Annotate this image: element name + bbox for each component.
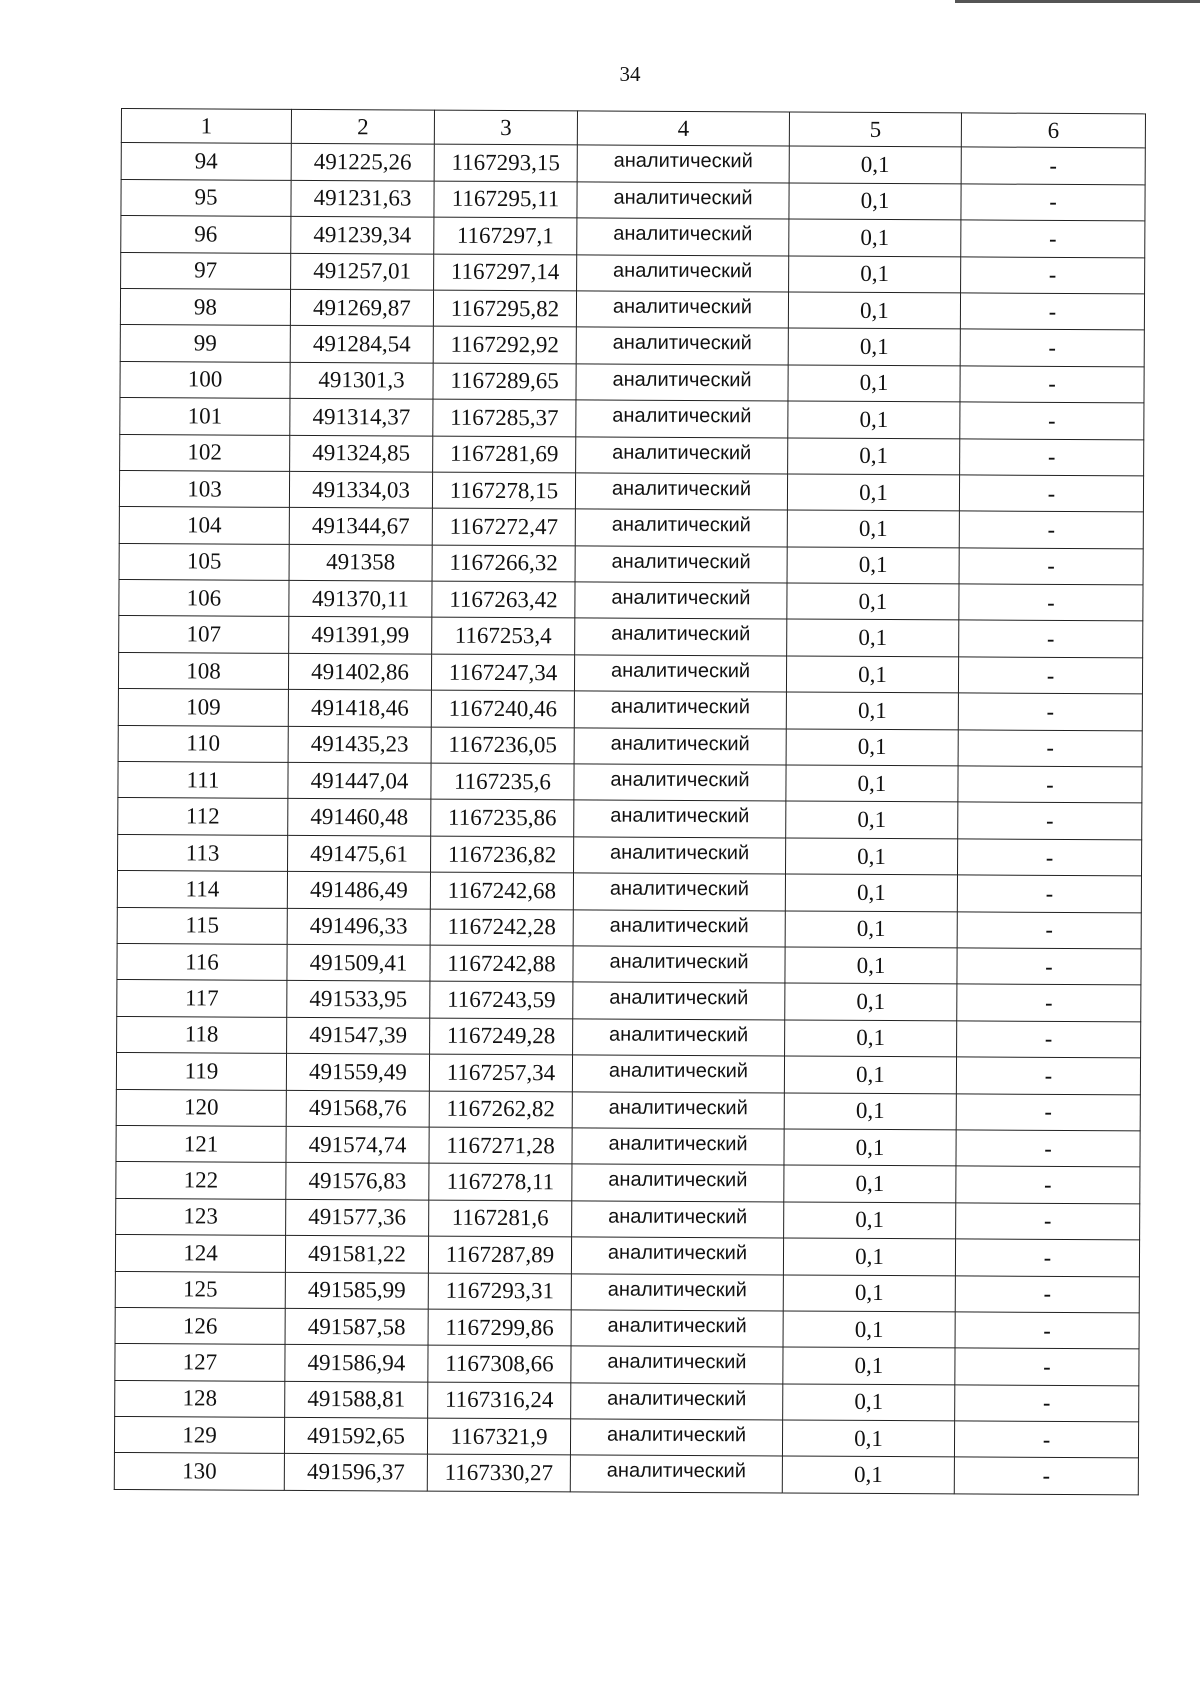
y-coordinate-cell: 1167242,88 [430,945,573,982]
point-number-cell: 105 [119,543,289,580]
table-row [115,1307,1139,1349]
table-row [118,652,1142,694]
y-coordinate-cell: 1167297,14 [434,254,577,291]
note-cell: - [958,693,1142,730]
point-number-cell: 102 [120,434,290,471]
x-coordinate-cell: 491586,94 [285,1345,428,1382]
table-row [118,834,1142,876]
x-coordinate-cell: 491581,22 [285,1235,428,1272]
table-row [119,580,1143,622]
y-coordinate-cell: 1167236,82 [431,836,574,873]
y-coordinate-cell: 1167316,24 [428,1382,571,1419]
method-cell: аналитический [576,327,788,365]
y-coordinate-cell: 1167243,59 [430,982,573,1019]
note-cell: - [959,620,1143,657]
point-number-cell: 118 [117,1016,287,1053]
point-number-cell: 116 [117,943,287,980]
accuracy-cell: 0,1 [785,1020,957,1057]
method-cell: аналитический [571,1273,783,1311]
method-cell: аналитический [572,1128,784,1166]
table-row [119,507,1143,549]
accuracy-cell: 0,1 [783,1347,955,1384]
accuracy-cell: 0,1 [786,801,958,838]
table-row [114,1417,1138,1459]
accuracy-cell: 0,1 [784,1129,956,1166]
x-coordinate-cell: 491435,23 [288,726,431,763]
note-cell: - [960,402,1144,439]
y-coordinate-cell: 1167249,28 [430,1018,573,1055]
y-coordinate-cell: 1167297,1 [434,217,577,254]
note-cell: - [956,1166,1140,1203]
x-coordinate-cell: 491547,39 [287,1017,430,1054]
accuracy-cell: 0,1 [787,583,959,620]
point-number-cell: 108 [118,652,288,689]
point-number-cell: 121 [116,1125,286,1162]
method-cell: аналитический [571,1383,783,1421]
table-row [117,943,1141,985]
x-coordinate-cell: 491269,87 [290,289,433,326]
point-number-cell: 101 [120,398,290,435]
accuracy-cell: 0,1 [787,547,959,584]
x-coordinate-cell: 491592,65 [284,1417,427,1454]
y-coordinate-cell: 1167308,66 [428,1345,571,1382]
y-coordinate-cell: 1167257,34 [429,1054,572,1091]
point-number-cell: 109 [118,689,288,726]
x-coordinate-cell: 491596,37 [284,1454,427,1491]
x-coordinate-cell: 491577,36 [286,1199,429,1236]
x-coordinate-cell: 491587,58 [285,1308,428,1345]
method-cell: аналитический [573,946,785,984]
x-coordinate-cell: 491284,54 [290,326,433,363]
accuracy-cell: 0,1 [784,1093,956,1130]
accuracy-cell: 0,1 [784,1202,956,1239]
x-coordinate-cell: 491225,26 [291,144,434,181]
y-coordinate-cell: 1167253,4 [432,618,575,655]
point-number-cell: 107 [119,616,289,653]
y-coordinate-cell: 1167295,82 [433,290,576,327]
x-coordinate-cell: 491588,81 [285,1381,428,1418]
scan-edge-mark [955,0,1200,3]
note-cell: - [960,366,1144,403]
table-row [119,616,1143,658]
x-coordinate-cell: 491447,04 [288,762,431,799]
point-number-cell: 126 [115,1307,285,1344]
coordinates-table-container [114,108,1145,1495]
method-cell: аналитический [573,873,785,911]
table-row [116,1198,1140,1240]
method-cell: аналитический [572,1091,784,1129]
x-coordinate-cell: 491475,61 [288,835,431,872]
point-number-cell: 127 [115,1344,285,1381]
method-cell: аналитический [574,691,786,729]
point-number-cell: 123 [116,1198,286,1235]
note-cell: - [957,948,1141,985]
method-cell: аналитический [573,982,785,1020]
y-coordinate-cell: 1167293,15 [434,145,577,182]
x-coordinate-cell: 491231,63 [291,180,434,217]
table-row [118,725,1142,767]
accuracy-cell: 0,1 [784,1056,956,1093]
method-cell: аналитический [575,509,787,547]
method-cell: аналитический [572,1201,784,1239]
point-number-cell: 106 [119,580,289,617]
method-cell: аналитический [574,800,786,838]
table-row [121,143,1145,185]
point-number-cell: 125 [115,1271,285,1308]
table-row [119,470,1143,512]
accuracy-cell: 0,1 [782,1420,954,1457]
method-cell: аналитический [575,582,787,620]
note-cell: - [959,475,1143,512]
y-coordinate-cell: 1167235,86 [431,800,574,837]
note-cell: - [956,1057,1140,1094]
point-number-cell: 98 [120,288,290,325]
point-number-cell: 114 [117,871,287,908]
y-coordinate-cell: 1167272,47 [432,508,575,545]
y-coordinate-cell: 1167281,6 [429,1200,572,1237]
point-number-cell: 94 [121,143,291,180]
method-cell: аналитический [572,1055,784,1093]
point-number-cell: 97 [121,252,291,289]
x-coordinate-cell: 491301,3 [290,362,433,399]
accuracy-cell: 0,1 [783,1311,955,1348]
point-number-cell: 120 [116,1089,286,1126]
note-cell: - [960,329,1144,366]
point-number-cell: 119 [116,1053,286,1090]
point-number-cell: 124 [115,1235,285,1272]
table-row [120,288,1144,330]
point-number-cell: 115 [117,907,287,944]
point-number-cell: 99 [120,325,290,362]
x-coordinate-cell: 491358 [289,544,432,581]
method-cell: аналитический [575,546,787,584]
accuracy-cell: 0,1 [788,292,960,329]
accuracy-cell: 0,1 [786,656,958,693]
coordinates-table [114,108,1146,1495]
accuracy-cell: 0,1 [787,619,959,656]
y-coordinate-cell: 1167271,28 [429,1127,572,1164]
accuracy-cell: 0,1 [785,838,957,875]
table-row [120,398,1144,440]
method-cell: аналитический [577,218,789,256]
accuracy-cell: 0,1 [785,947,957,984]
note-cell: - [955,1312,1139,1349]
point-number-cell: 130 [114,1453,284,1490]
accuracy-cell: 0,1 [784,1165,956,1202]
point-number-cell: 100 [120,361,290,398]
x-coordinate-cell: 491574,74 [286,1126,429,1163]
table-row [115,1380,1139,1422]
x-coordinate-cell: 491314,37 [290,399,433,436]
method-cell: аналитический [575,618,787,656]
method-cell: аналитический [573,1019,785,1057]
note-cell: - [956,1203,1140,1240]
y-coordinate-cell: 1167330,27 [427,1455,570,1492]
accuracy-cell: 0,1 [787,510,959,547]
y-coordinate-cell: 1167263,42 [432,581,575,618]
table-body [114,109,1145,1495]
y-coordinate-cell: 1167278,15 [432,472,575,509]
y-coordinate-cell: 1167292,92 [433,326,576,363]
table-row [120,361,1144,403]
table-header-row [121,109,1145,149]
y-coordinate-cell: 1167289,65 [433,363,576,400]
table-row [119,543,1143,585]
method-cell: аналитический [573,909,785,947]
note-cell: - [959,511,1143,548]
y-coordinate-cell: 1167236,05 [431,727,574,764]
note-cell: - [958,730,1142,767]
method-cell: аналитический [576,364,788,402]
point-number-cell: 122 [116,1162,286,1199]
note-cell: - [957,984,1141,1021]
y-coordinate-cell: 1167262,82 [429,1091,572,1128]
accuracy-cell: 0,1 [788,401,960,438]
y-coordinate-cell: 1167293,31 [428,1273,571,1310]
table-row [117,980,1141,1022]
x-coordinate-cell: 491559,49 [286,1054,429,1091]
method-cell: аналитический [571,1310,783,1348]
table-row [115,1344,1139,1386]
method-cell: аналитический [570,1419,782,1457]
note-cell: - [957,911,1141,948]
x-coordinate-cell: 491496,33 [287,908,430,945]
note-cell: - [957,839,1141,876]
note-cell: - [955,1348,1139,1385]
note-cell: - [959,548,1143,585]
table-row [117,1016,1141,1058]
accuracy-cell: 0,1 [788,328,960,365]
method-cell: аналитический [577,254,789,292]
note-cell: - [955,1239,1139,1276]
table-row [116,1162,1140,1204]
method-cell: аналитический [576,436,788,474]
table-row [114,1453,1138,1495]
note-cell: - [960,438,1144,475]
note-cell: - [961,147,1145,184]
x-coordinate-cell: 491486,49 [287,872,430,909]
point-number-cell: 113 [118,834,288,871]
table-row [121,252,1145,294]
y-coordinate-cell: 1167266,32 [432,545,575,582]
x-coordinate-cell: 491576,83 [286,1163,429,1200]
y-coordinate-cell: 1167278,11 [429,1163,572,1200]
table-row [115,1235,1139,1277]
x-coordinate-cell: 491257,01 [291,253,434,290]
method-cell: аналитический [574,764,786,802]
point-number-cell: 128 [115,1380,285,1417]
header-cell-6: 6 [961,113,1145,148]
header-cell-1: 1 [121,109,291,144]
x-coordinate-cell: 491418,46 [288,690,431,727]
note-cell: - [961,256,1145,293]
accuracy-cell: 0,1 [783,1274,955,1311]
y-coordinate-cell: 1167242,28 [430,909,573,946]
method-cell: аналитический [577,182,789,220]
table-row [116,1089,1140,1131]
accuracy-cell: 0,1 [782,1456,954,1493]
point-number-cell: 117 [117,980,287,1017]
point-number-cell: 129 [114,1417,284,1454]
x-coordinate-cell: 491334,03 [289,471,432,508]
point-number-cell: 96 [121,216,291,253]
y-coordinate-cell: 1167242,68 [430,872,573,909]
method-cell: аналитический [571,1346,783,1384]
note-cell: - [957,1021,1141,1058]
x-coordinate-cell: 491533,95 [287,981,430,1018]
y-coordinate-cell: 1167321,9 [427,1418,570,1455]
note-cell: - [960,293,1144,330]
y-coordinate-cell: 1167295,11 [434,181,577,218]
accuracy-cell: 0,1 [789,219,961,256]
accuracy-cell: 0,1 [785,874,957,911]
method-cell: аналитический [574,837,786,875]
note-cell: - [956,1130,1140,1167]
note-cell: - [957,875,1141,912]
x-coordinate-cell: 491239,34 [291,217,434,254]
y-coordinate-cell: 1167287,89 [428,1236,571,1273]
method-cell: аналитический [572,1164,784,1202]
method-cell: аналитический [575,473,787,511]
accuracy-cell: 0,1 [783,1238,955,1275]
table-row [118,762,1142,804]
y-coordinate-cell: 1167235,6 [431,763,574,800]
point-number-cell: 112 [118,798,288,835]
method-cell: аналитический [571,1237,783,1275]
accuracy-cell: 0,1 [785,983,957,1020]
x-coordinate-cell: 491344,67 [289,508,432,545]
header-cell-3: 3 [434,110,577,145]
x-coordinate-cell: 491391,99 [289,617,432,654]
header-cell-2: 2 [291,109,434,144]
table-row [118,689,1142,731]
y-coordinate-cell: 1167240,46 [431,690,574,727]
note-cell: - [955,1275,1139,1312]
note-cell: - [954,1421,1138,1458]
accuracy-cell: 0,1 [789,146,961,183]
method-cell: аналитический [576,400,788,438]
y-coordinate-cell: 1167299,86 [428,1309,571,1346]
accuracy-cell: 0,1 [787,474,959,511]
note-cell: - [955,1385,1139,1422]
table-row [116,1053,1140,1095]
method-cell: аналитический [577,145,789,183]
method-cell: аналитический [570,1455,782,1493]
page-number: 34 [619,62,641,86]
accuracy-cell: 0,1 [786,729,958,766]
note-cell: - [959,584,1143,621]
note-cell: - [958,766,1142,803]
table-row [116,1125,1140,1167]
x-coordinate-cell: 491402,86 [288,653,431,690]
note-cell: - [956,1093,1140,1130]
accuracy-cell: 0,1 [783,1384,955,1421]
x-coordinate-cell: 491324,85 [290,435,433,472]
x-coordinate-cell: 491585,99 [285,1272,428,1309]
accuracy-cell: 0,1 [789,183,961,220]
accuracy-cell: 0,1 [786,765,958,802]
point-number-cell: 111 [118,762,288,799]
y-coordinate-cell: 1167247,34 [431,654,574,691]
y-coordinate-cell: 1167285,37 [433,399,576,436]
y-coordinate-cell: 1167281,69 [433,436,576,473]
note-cell: - [958,802,1142,839]
note-cell: - [961,184,1145,221]
header-cell-4: 4 [577,111,789,147]
table-row [115,1271,1139,1313]
table-row [120,434,1144,476]
note-cell: - [954,1457,1138,1494]
point-number-cell: 103 [119,470,289,507]
accuracy-cell: 0,1 [785,911,957,948]
x-coordinate-cell: 491509,41 [287,944,430,981]
method-cell: аналитический [576,291,788,329]
note-cell: - [958,657,1142,694]
x-coordinate-cell: 491568,76 [286,1090,429,1127]
table-row [121,179,1145,221]
header-cell-5: 5 [789,112,961,147]
point-number-cell: 95 [121,179,291,216]
point-number-cell: 104 [119,507,289,544]
table-row [117,907,1141,949]
accuracy-cell: 0,1 [786,692,958,729]
note-cell: - [961,220,1145,257]
x-coordinate-cell: 491460,48 [288,799,431,836]
table-row [117,871,1141,913]
method-cell: аналитический [574,728,786,766]
x-coordinate-cell: 491370,11 [289,580,432,617]
accuracy-cell: 0,1 [788,438,960,475]
table-row [120,325,1144,367]
method-cell: аналитический [574,655,786,693]
point-number-cell: 110 [118,725,288,762]
accuracy-cell: 0,1 [788,365,960,402]
table-row [121,216,1145,258]
accuracy-cell: 0,1 [789,256,961,293]
table-row [118,798,1142,840]
